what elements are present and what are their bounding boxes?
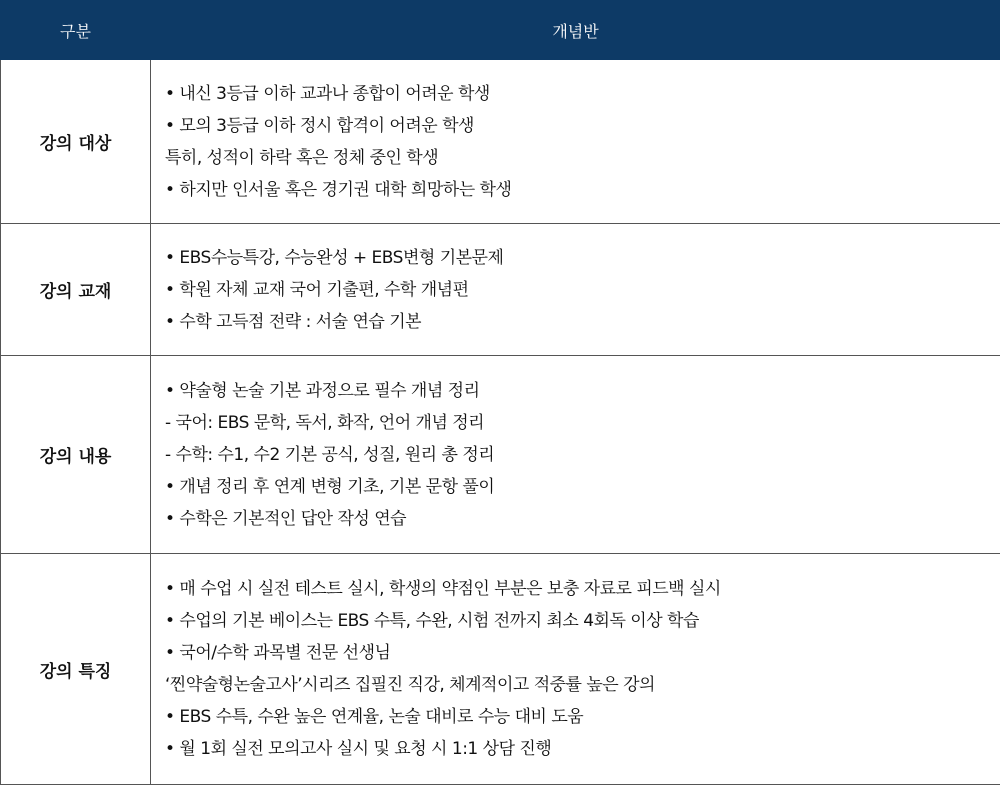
content-line: - 수학: 수1, 수2 기본 공식, 성질, 원리 총 정리 — [165, 439, 1000, 471]
row-content-textbook — [151, 224, 1000, 356]
content-line: • 국어/수학 과목별 전문 선생님 — [165, 637, 1000, 669]
content-line: • 수학 고득점 전략 : 서술 연습 기본 — [165, 306, 1000, 338]
content-line: 특히, 성적이 하락 혹은 정체 중인 학생 — [165, 142, 1000, 174]
content-line: • 수업의 기본 베이스는 EBS 수특, 수완, 시험 전까지 최소 4회독 이상 학습 — [165, 605, 1000, 637]
content-line: • EBS 수특, 수완 높은 연계율, 논술 대비로 수능 대비 도움 — [165, 701, 1000, 733]
header-category: 구분 — [1, 1, 151, 60]
content-line: • 매 수업 시 실전 테스트 실시, 학생의 약점인 부분은 보충 자료로 피드백 실시 — [165, 573, 1000, 605]
table-row — [1, 224, 1000, 356]
header-class-type: 개념반 — [151, 1, 1000, 60]
row-content-target — [151, 60, 1000, 224]
content-line: • 내신 3등급 이하 교과나 종합이 어려운 학생 — [165, 78, 1000, 110]
content-line: • EBS수능특강, 수능완성 + EBS변형 기본문제 — [165, 242, 1000, 274]
row-label-target: 강의 대상 — [1, 60, 151, 224]
content-line: • 모의 3등급 이하 정시 합격이 어려운 학생 — [165, 110, 1000, 142]
content-line: • 하지만 인서울 혹은 경기권 대학 희망하는 학생 — [165, 174, 1000, 206]
content-line: - 국어: EBS 문학, 독서, 화작, 언어 개념 정리 — [165, 407, 1000, 439]
content-line: • 학원 자체 교재 국어 기출편, 수학 개념편 — [165, 274, 1000, 306]
table-row — [1, 356, 1000, 554]
table-row — [1, 60, 1000, 224]
table-header-row — [1, 1, 1000, 60]
row-label-textbook: 강의 교재 — [1, 224, 151, 356]
row-label-features: 강의 특징 — [1, 554, 151, 785]
content-line: • 수학은 기본적인 답안 작성 연습 — [165, 503, 1000, 535]
row-label-content: 강의 내용 — [1, 356, 151, 554]
row-content-features — [151, 554, 1000, 785]
content-line: ‘찐약술형논술고사’시리즈 집필진 직강, 체계적이고 적중률 높은 강의 — [165, 669, 1000, 701]
content-line: • 약술형 논술 기본 과정으로 필수 개념 정리 — [165, 375, 1000, 407]
content-line: • 개념 정리 후 연계 변형 기초, 기본 문항 풀이 — [165, 471, 1000, 503]
row-content-content — [151, 356, 1000, 554]
table-row — [1, 554, 1000, 785]
content-line: • 월 1회 실전 모의고사 실시 및 요청 시 1:1 상담 진행 — [165, 733, 1000, 765]
